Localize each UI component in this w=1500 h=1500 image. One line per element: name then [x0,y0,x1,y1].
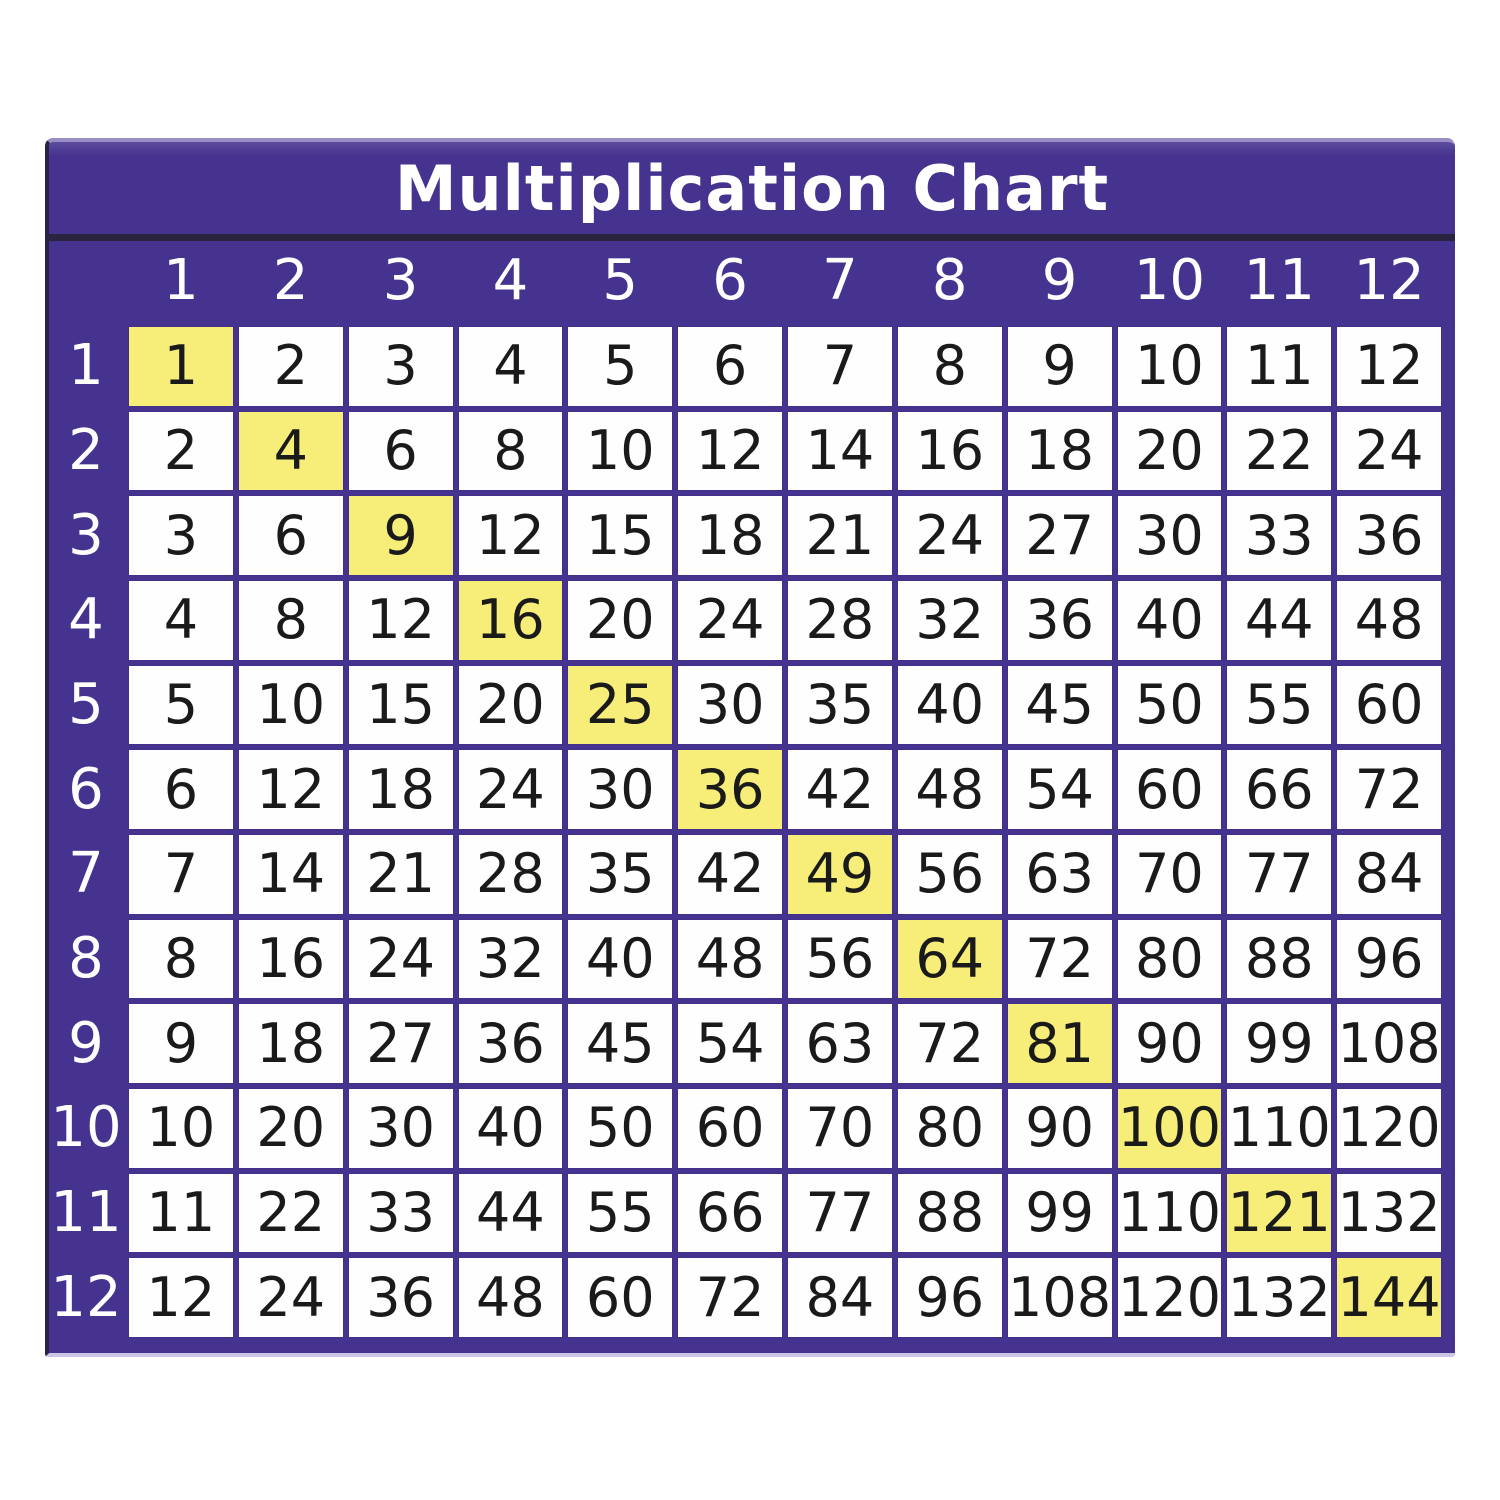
product-cell: 33 [349,1174,453,1253]
column-header: 8 [931,248,968,313]
product-cell-highlighted: 36 [678,750,782,829]
product-cell: 56 [898,835,1002,914]
product-cell: 12 [129,1258,233,1337]
product-cell: 132 [1227,1258,1331,1337]
product-cell: 12 [349,581,453,660]
column-header: 4 [492,248,529,313]
product-cell: 22 [1227,412,1331,491]
product-cell: 40 [459,1089,563,1168]
chart-title: Multiplication Chart [49,142,1455,241]
product-cell: 24 [1337,412,1441,491]
product-cell: 66 [1227,750,1331,829]
product-cell: 84 [788,1258,892,1337]
product-cell: 20 [1118,412,1222,491]
column-header: 5 [602,248,639,313]
product-cell-highlighted: 121 [1227,1174,1331,1253]
product-cell-highlighted: 64 [898,920,1002,999]
product-cell: 45 [568,1004,672,1083]
product-cell: 2 [239,327,343,406]
row-header: 4 [68,587,104,653]
product-cell: 6 [349,412,453,491]
product-cell: 60 [678,1089,782,1168]
product-cell: 48 [898,750,1002,829]
product-cell: 70 [1118,835,1222,914]
column-header: 9 [1041,248,1078,313]
product-cell: 24 [678,581,782,660]
product-cell: 28 [788,581,892,660]
product-cell: 10 [1118,327,1222,406]
product-cell-highlighted: 81 [1008,1004,1112,1083]
product-cell: 15 [568,496,672,575]
product-cell: 80 [1118,920,1222,999]
product-cell-highlighted: 49 [788,835,892,914]
product-cell: 8 [239,581,343,660]
product-cell: 30 [678,666,782,745]
product-cell: 36 [1337,496,1441,575]
product-cell: 48 [1337,581,1441,660]
product-cell: 40 [1118,581,1222,660]
product-cell-highlighted: 144 [1337,1258,1441,1337]
product-cell: 66 [678,1174,782,1253]
row-header: 5 [68,671,104,737]
product-cell: 40 [568,920,672,999]
product-cell: 77 [1227,835,1331,914]
product-cell: 24 [239,1258,343,1337]
product-cell: 55 [568,1174,672,1253]
product-cell: 3 [349,327,453,406]
column-header: 11 [1243,248,1315,313]
product-cell: 4 [129,581,233,660]
product-cell: 32 [898,581,1002,660]
product-cell: 48 [678,920,782,999]
product-cell: 18 [349,750,453,829]
product-cell: 90 [1008,1089,1112,1168]
product-cell: 3 [129,496,233,575]
product-cell: 60 [1118,750,1222,829]
product-cell: 55 [1227,666,1331,745]
product-cell: 33 [1227,496,1331,575]
column-header: 6 [712,248,748,313]
row-header: 8 [68,925,104,991]
multiplication-table [49,241,1455,1353]
product-cell: 4 [459,327,563,406]
product-cell: 110 [1227,1089,1331,1168]
product-cell: 18 [239,1004,343,1083]
product-cell: 10 [568,412,672,491]
product-cell: 7 [129,835,233,914]
product-cell: 88 [1227,920,1331,999]
product-cell: 16 [239,920,343,999]
product-cell: 24 [349,920,453,999]
product-cell: 108 [1008,1258,1112,1337]
product-cell: 12 [678,412,782,491]
product-cell: 96 [1337,920,1441,999]
product-cell-highlighted: 9 [349,496,453,575]
product-cell: 77 [788,1174,892,1253]
product-cell-highlighted: 4 [239,412,343,491]
product-cell: 99 [1008,1174,1112,1253]
column-header: 12 [1353,248,1425,313]
column-header: 7 [822,248,858,313]
product-cell: 21 [788,496,892,575]
row-header: 9 [68,1010,104,1076]
product-cell: 56 [788,920,892,999]
product-cell: 24 [898,496,1002,575]
product-cell: 84 [1337,835,1441,914]
corner-cell [49,241,123,321]
product-cell: 70 [788,1089,892,1168]
product-cell: 42 [678,835,782,914]
product-cell: 18 [1008,412,1112,491]
product-cell: 24 [459,750,563,829]
product-cell: 63 [788,1004,892,1083]
column-header: 3 [382,248,419,313]
product-cell: 14 [788,412,892,491]
row-header: 3 [68,502,104,568]
product-cell: 35 [568,835,672,914]
product-cell: 30 [349,1089,453,1168]
product-cell: 10 [129,1089,233,1168]
row-header: 6 [68,756,104,822]
product-cell: 132 [1337,1174,1441,1253]
product-cell: 54 [678,1004,782,1083]
product-cell: 63 [1008,835,1112,914]
column-header: 10 [1133,248,1206,313]
product-cell: 28 [459,835,563,914]
product-cell: 6 [129,750,233,829]
product-cell: 9 [1008,327,1112,406]
product-cell: 36 [1008,581,1112,660]
product-cell: 8 [898,327,1002,406]
product-cell: 30 [1118,496,1222,575]
product-cell: 20 [459,666,563,745]
product-cell: 21 [349,835,453,914]
product-cell: 88 [898,1174,1002,1253]
column-header: 2 [272,248,309,313]
product-cell: 60 [568,1258,672,1337]
product-cell: 44 [459,1174,563,1253]
product-cell: 108 [1337,1004,1441,1083]
row-header: 11 [50,1179,122,1245]
product-cell: 72 [898,1004,1002,1083]
product-cell: 12 [459,496,563,575]
product-cell: 72 [1008,920,1112,999]
product-cell: 12 [239,750,343,829]
product-cell: 60 [1337,666,1441,745]
product-cell: 72 [1337,750,1441,829]
product-cell: 50 [1118,666,1222,745]
product-cell: 2 [129,412,233,491]
row-header: 12 [50,1264,122,1330]
column-header: 1 [163,248,199,313]
product-cell: 7 [788,327,892,406]
product-cell: 54 [1008,750,1112,829]
product-cell-highlighted: 25 [568,666,672,745]
product-cell: 72 [678,1258,782,1337]
product-cell-highlighted: 16 [459,581,563,660]
product-cell: 14 [239,835,343,914]
row-header: 7 [68,841,104,907]
product-cell: 5 [129,666,233,745]
product-cell: 20 [239,1089,343,1168]
product-cell: 5 [568,327,672,406]
product-cell-highlighted: 100 [1118,1089,1222,1168]
product-cell: 32 [459,920,563,999]
product-cell-highlighted: 1 [129,327,233,406]
product-cell: 36 [459,1004,563,1083]
product-cell: 45 [1008,666,1112,745]
product-cell: 12 [1337,327,1441,406]
product-cell: 9 [129,1004,233,1083]
product-cell: 6 [678,327,782,406]
row-header: 10 [50,1095,122,1161]
product-cell: 96 [898,1258,1002,1337]
multiplication-chart-card [45,138,1455,1357]
product-cell: 40 [898,666,1002,745]
product-cell: 50 [568,1089,672,1168]
product-cell: 99 [1227,1004,1331,1083]
product-cell: 120 [1118,1258,1222,1337]
row-header: 1 [68,333,104,399]
product-cell: 44 [1227,581,1331,660]
product-cell: 120 [1337,1089,1441,1168]
row-header: 2 [68,417,104,483]
product-cell: 8 [459,412,563,491]
product-cell: 36 [349,1258,453,1337]
product-cell: 35 [788,666,892,745]
product-cell: 15 [349,666,453,745]
product-cell: 8 [129,920,233,999]
product-cell: 11 [129,1174,233,1253]
product-cell: 42 [788,750,892,829]
product-cell: 22 [239,1174,343,1253]
product-cell: 16 [898,412,1002,491]
product-cell: 18 [678,496,782,575]
product-cell: 80 [898,1089,1002,1168]
product-cell: 30 [568,750,672,829]
product-cell: 27 [1008,496,1112,575]
product-cell: 110 [1118,1174,1222,1253]
product-cell: 48 [459,1258,563,1337]
product-cell: 90 [1118,1004,1222,1083]
product-cell: 6 [239,496,343,575]
product-cell: 10 [239,666,343,745]
product-cell: 27 [349,1004,453,1083]
product-cell: 11 [1227,327,1331,406]
product-cell: 20 [568,581,672,660]
